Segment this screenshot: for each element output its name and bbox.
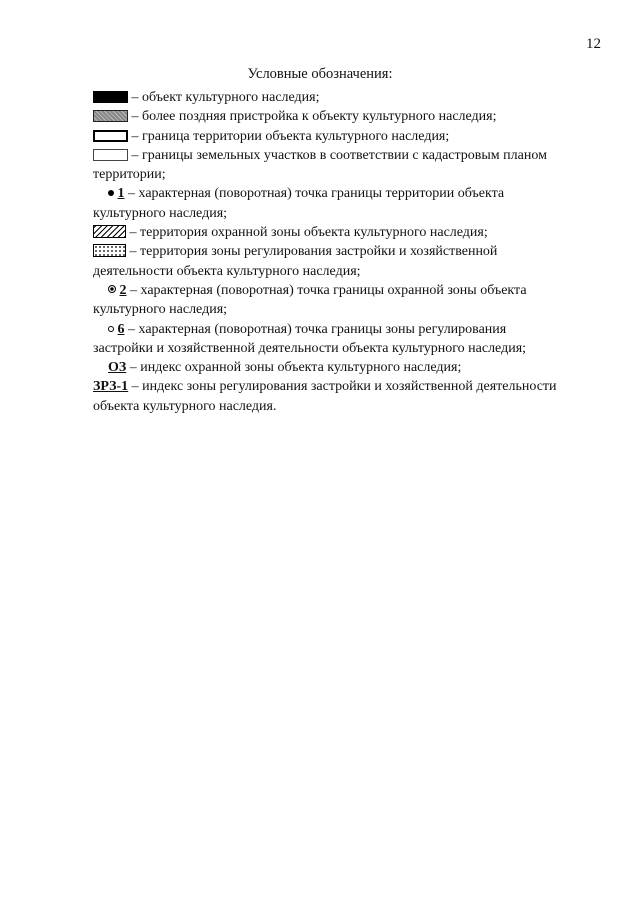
legend-title: Условные обозначения: [247, 66, 393, 82]
legend-text-continuation: территории; [93, 167, 166, 183]
dotted-symbol-icon [93, 244, 126, 257]
point-number: 1 [117, 186, 125, 202]
legend-item-annex [93, 107, 601, 126]
legend-text: – границы земельных участков в соответствии с кадастровым планом [131, 147, 547, 163]
legend-list [93, 88, 601, 416]
target-point-icon [108, 285, 116, 293]
legend-item-regulation-zone [93, 242, 601, 261]
gray-fill-symbol-icon [93, 110, 128, 122]
legend-item-object [93, 88, 601, 107]
thick-outline-symbol-icon [93, 130, 128, 142]
legend-text-continuation: застройки и хозяйственной деятельности объекта культурного наследия; [93, 340, 527, 356]
thin-outline-symbol-icon [93, 149, 128, 161]
legend-item-point-protection [93, 281, 601, 300]
hatched-symbol-icon [93, 225, 126, 238]
point-number: 2 [119, 282, 127, 298]
legend-text-continuation: объекта культурного наследия. [93, 398, 277, 414]
black-fill-symbol-icon [93, 91, 128, 103]
point-number: 6 [117, 321, 125, 337]
legend-text: – характерная (поворотная) точка границы зоны регулирования [124, 321, 507, 337]
legend-item-oz-index [93, 358, 601, 377]
legend-text-continuation: культурного наследия; [93, 302, 228, 318]
legend-text: – граница территории объекта культурного наследия; [131, 128, 450, 144]
zone-index-label: ОЗ [108, 360, 127, 376]
legend-text: – характерная (поворотная) точка границы территории объекта [124, 186, 505, 202]
open-point-icon [108, 326, 114, 332]
legend-text: – индекс охранной зоны объекта культурного наследия; [126, 360, 462, 376]
legend-text: – объект культурного наследия; [131, 90, 320, 105]
legend-text: – характерная (поворотная) точка границы охранной зоны объекта [126, 282, 527, 298]
zone-index-label: ЗРЗ-1 [93, 379, 129, 395]
legend-text: – более поздняя пристройка к объекту культурного наследия; [131, 109, 497, 125]
filled-point-icon [108, 190, 114, 196]
page-number: 12 [586, 36, 601, 52]
legend-text-continuation: деятельности объекта культурного наследия; [93, 263, 361, 279]
legend-item-land-plots [93, 146, 601, 165]
legend-item-territory-boundary [93, 127, 601, 146]
legend-item-protection-zone [93, 223, 601, 242]
legend-text: – территория охранной зоны объекта культурного наследия; [129, 225, 488, 241]
legend-text: – территория зоны регулирования застройки и хозяйственной [129, 244, 498, 260]
legend-text: – индекс зоны регулирования застройки и хозяйственной деятельности [128, 379, 557, 395]
legend-item-point-regulation [93, 320, 601, 339]
legend-item-zrz-index [93, 377, 601, 396]
legend-text-continuation: культурного наследия; [93, 205, 228, 221]
legend-item-point-territory [93, 184, 601, 203]
